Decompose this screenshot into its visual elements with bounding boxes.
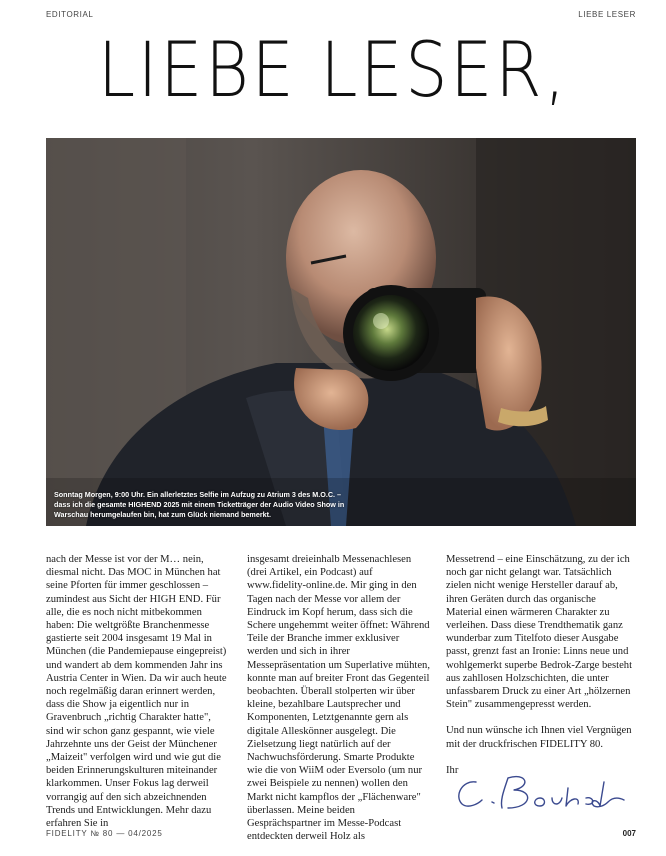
text-column-2 [247, 553, 430, 856]
column-1-text: nach der Messe ist vor der M… nein, diesmal nicht. Das MOC in München hat seine Pforten für immer geschlossen – zumindest aus Sicht der HIGH END. Für alle, die es noch nicht mitbekommen haben: Die weltgrößte Branchenmesse gastierte seit 2004 insgesamt 19 Mal in München (die Pandemiepause eingepreist) und wandert ab dem kommenden Jahr ins Austria Center in Wien. Da wir auch heute noch regelmäßig daran erinnert werden, dass die Show ja eigentlich nur in Gravenbruch „richtig Charakter hatte", sind wir schon ganz gespannt, wie viele Jahrzehnte uns der Geist der Münchener „Maizeit" verfolgen wird und wie gut die beiden Erinnerungskulturen miteinander klarkommen. Unser Fokus lag derweil vorrangig auf den sich abzeichnenden Trends und Entwicklungen. Mehr dazu erfahren Sie in [46, 554, 227, 830]
column-3-closing: Ihr [446, 764, 459, 776]
issue-label: FIDELITY № 80 — 04/2025 [46, 829, 163, 838]
page-number: 007 [622, 829, 636, 838]
text-column-1 [46, 553, 227, 843]
photo-illustration [46, 138, 636, 526]
photo-caption: Sonntag Morgen, 9:00 Uhr. Ein allerletztes Selfie im Aufzug zu Atrium 3 des M.O.C. – dass ich die gesamte HIGHEND 2025 mit einem Ticketträger der Audio Video Show in Warschau herumgelaufen bin, hat zum Glück niemand bemerkt. [54, 490, 345, 519]
column-2-text: insgesamt dreieinhalb Messenachlesen (drei Artikel, ein Podcast) auf www.fidelity-online.de. Mir ging in den Tagen nach der Messe vor allem der Eindruck im Kopf herum, dass sich die Schere ungehemmt weiter öffnet: Während Teile der Branche immer exklusiver werden und sich in ihrer Messepräsentation um Superlative mühten, konnte man auf breiter Front das Gegenteil beobachten. Überall stolperten wir über kleine, bezahlbare Lautsprecher und Komponenten, Letztgenannte gern als digitale Alleskönner ausgelegt. Die Zielsetzung liegt natürlich auf der Nachwuchsförderung. Smarte Produkte wie die von WiiM oder Eversolo (um nur zwei Beispiele zu nennen) wollen den Markt nicht kampflos der „Flächenware" überlassen. Meine beiden Gesprächspartner im Messe-Podcast entdeckten derweil Holz als [247, 554, 430, 843]
column-3-paragraph-1: Messetrend – eine Einschätzung, zu der ich noch gar nicht gelangt war. Tatsächlich zielen nicht wenige Hersteller darauf ab, ihren Geräten durch das organische Material einen wärmeren Charakter zu verleihen. Dass diese Trendthematik ganz wunderbar zum Titelfoto dieser Ausgabe passt, grenzt fast an Ironie: Linns neue und wohlgemerkt superbe Bedrok-Zarge besteht aus zahllosen Holzschichten, die unter unfassbarem Druck zu einer Art „hölzernen Stein" zusammengepresst werden. [446, 554, 633, 711]
section-label: EDITORIAL [46, 10, 94, 19]
running-head: LIEBE LESER [578, 10, 636, 19]
column-3-paragraph-2: Und nun wünsche ich Ihnen viel Vergnügen mit der druckfrischen FIDELITY 80. [446, 725, 632, 750]
editor-photo [46, 138, 636, 526]
page-title: LIEBE LESER, [97, 25, 569, 114]
signature [448, 768, 632, 814]
signature-drawing [448, 768, 632, 814]
text-column-3 [446, 553, 634, 790]
